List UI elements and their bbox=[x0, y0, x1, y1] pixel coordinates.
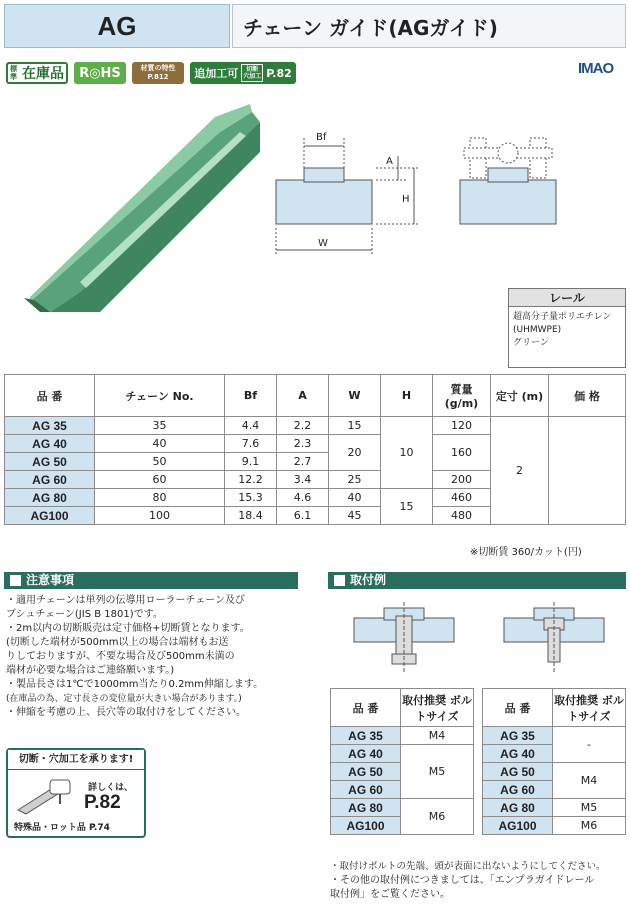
material-badge bbox=[132, 62, 184, 84]
caution-line: ブシュチェーン(JIS B 1801)です。 bbox=[6, 609, 163, 620]
mount-notes bbox=[330, 860, 626, 902]
mount-example-diagram-2 bbox=[500, 598, 610, 678]
header-bolt: 取付推奨 ボルトサイズ bbox=[553, 689, 626, 727]
table-row bbox=[483, 799, 626, 817]
row-a: 2.3 bbox=[277, 435, 329, 453]
row-code: AG 50 bbox=[483, 763, 553, 781]
cut-service-page: P.82 bbox=[84, 792, 121, 813]
caution-line: ・伸縮を考慮の上、長穴等の取付けをしてください。 bbox=[6, 707, 246, 718]
row-a: 2.2 bbox=[277, 417, 329, 435]
mount-bolt-table-1 bbox=[330, 688, 474, 835]
caution-section-title: 注意事項 bbox=[4, 572, 298, 589]
cut-service-title: 切断・穴加工を承ります! bbox=[8, 750, 144, 770]
spec-table bbox=[4, 374, 626, 525]
label-a: A bbox=[386, 156, 393, 167]
table-row bbox=[331, 745, 474, 763]
chain-fit-diagram bbox=[456, 128, 566, 228]
mount-note-line: ・取付けボルトの先端、頭が表面に出ないようにしてください。 bbox=[330, 861, 606, 872]
cut-service-box bbox=[6, 748, 146, 838]
row-a: 6.1 bbox=[277, 507, 329, 525]
mount-bolt-table-2 bbox=[482, 688, 626, 835]
rohs-badge: R◎HS bbox=[74, 62, 126, 84]
rail-material-line: 超高分子量ポリエチレン bbox=[513, 312, 612, 322]
row-a: 4.6 bbox=[277, 489, 329, 507]
mount-example-diagram-1 bbox=[350, 598, 460, 678]
row-bf: 15.3 bbox=[225, 489, 277, 507]
see-details-label: 詳しくは、 bbox=[88, 783, 134, 793]
header-w: W bbox=[329, 375, 381, 417]
table-row bbox=[331, 727, 474, 745]
row-code: AG 80 bbox=[5, 489, 95, 507]
header-a: A bbox=[277, 375, 329, 417]
header-bf: Bf bbox=[225, 375, 277, 417]
w-value-merged: 20 bbox=[329, 435, 381, 471]
row-code: AG 35 bbox=[331, 727, 401, 745]
caution-line: ・製品長さは1℃で1000mm当たり0.2mm伸縮します。 bbox=[6, 679, 264, 690]
bolt-size: M5 bbox=[401, 745, 474, 799]
rail-material-box bbox=[508, 288, 626, 368]
bolt-size: M4 bbox=[553, 763, 626, 799]
row-code: AG 35 bbox=[5, 417, 95, 435]
row-w: 15 bbox=[329, 417, 381, 435]
table-row bbox=[5, 417, 626, 435]
row-code: AG 50 bbox=[5, 453, 95, 471]
caution-text bbox=[6, 594, 302, 720]
table-row bbox=[331, 799, 474, 817]
row-chain: 100 bbox=[95, 507, 225, 525]
row-bf: 9.1 bbox=[225, 453, 277, 471]
header-code: 品 番 bbox=[483, 689, 553, 727]
row-code: AG 80 bbox=[483, 799, 553, 817]
product-title: チェーン ガイド(AGガイド) bbox=[232, 4, 626, 48]
row-bf: 18.4 bbox=[225, 507, 277, 525]
special-product-note: 特殊品・ロット品 P.74 bbox=[14, 823, 110, 833]
row-mass: 120 bbox=[433, 417, 491, 435]
row-code: AG100 bbox=[5, 507, 95, 525]
header-length: 定寸 (m) bbox=[491, 375, 549, 417]
row-w: 45 bbox=[329, 507, 381, 525]
header-price: 価 格 bbox=[549, 375, 626, 417]
row-code: AG 60 bbox=[483, 781, 553, 799]
row-code: AG 40 bbox=[5, 435, 95, 453]
bolt-size: M5 bbox=[553, 799, 626, 817]
caution-line: (在庫品の為、定寸長さの変位量が大きい場合があります。) bbox=[6, 694, 242, 704]
additional-work-page: P.82 bbox=[266, 66, 292, 80]
additional-work-badge bbox=[190, 62, 296, 84]
row-chain: 35 bbox=[95, 417, 225, 435]
standard-length: 2 bbox=[491, 417, 549, 525]
row-code: AG 40 bbox=[483, 745, 553, 763]
row-mass: 460 bbox=[433, 489, 491, 507]
bolt-size: - bbox=[553, 727, 626, 763]
row-code: AG 60 bbox=[5, 471, 95, 489]
mount-note-line: 取付例」をご覧ください。 bbox=[330, 889, 450, 900]
row-bf: 7.6 bbox=[225, 435, 277, 453]
rail-material-line: (UHMWPE) bbox=[513, 325, 562, 335]
row-w: 40 bbox=[329, 489, 381, 507]
row-chain: 80 bbox=[95, 489, 225, 507]
header-code: 品 番 bbox=[331, 689, 401, 727]
caution-line: 端材が必要な場合はご連絡願います。) bbox=[6, 665, 175, 676]
header-chain: チェーン No. bbox=[95, 375, 225, 417]
row-code: AG 40 bbox=[331, 745, 401, 763]
row-code: AG100 bbox=[331, 817, 401, 835]
price-cell bbox=[549, 417, 626, 525]
mount-note-line: ・その他の取付例につきましては、「エンプラガイドレール bbox=[330, 875, 595, 886]
table-row bbox=[483, 727, 626, 745]
row-w: 25 bbox=[329, 471, 381, 489]
table-row bbox=[483, 763, 626, 781]
row-mass: 200 bbox=[433, 471, 491, 489]
bolt-size: M4 bbox=[401, 727, 474, 745]
row-chain: 40 bbox=[95, 435, 225, 453]
cross-section-diagram bbox=[268, 128, 448, 268]
row-code: AG 60 bbox=[331, 781, 401, 799]
row-code: AG 50 bbox=[331, 763, 401, 781]
rail-body bbox=[509, 307, 625, 354]
row-mass: 480 bbox=[433, 507, 491, 525]
product-code-header: AG bbox=[4, 4, 230, 48]
header-bolt: 取付推奨 ボルトサイズ bbox=[401, 689, 474, 727]
caution-line: (切断した端材が500mm以上の場合は端材もお送 bbox=[6, 637, 229, 648]
row-code: AG100 bbox=[483, 817, 553, 835]
h-value-small: 10 bbox=[381, 417, 433, 489]
row-bf: 4.4 bbox=[225, 417, 277, 435]
row-a: 2.7 bbox=[277, 453, 329, 471]
material-badge-line2: P.812 bbox=[147, 73, 169, 81]
bolt-size: M6 bbox=[553, 817, 626, 835]
rail-material-line: グリーン bbox=[513, 338, 549, 348]
cutting-tool-icon bbox=[16, 776, 80, 816]
row-chain: 50 bbox=[95, 453, 225, 471]
mass-value-merged: 160 bbox=[433, 435, 491, 471]
caution-line: りしておりますが、不要な場合及び500mm未満の bbox=[6, 651, 235, 662]
label-bf: Bf bbox=[316, 132, 327, 143]
row-chain: 60 bbox=[95, 471, 225, 489]
rail-title: レール bbox=[509, 289, 625, 307]
label-h: H bbox=[402, 194, 410, 205]
row-bf: 12.2 bbox=[225, 471, 277, 489]
h-value-large: 15 bbox=[381, 489, 433, 525]
imao-logo: IMAO bbox=[578, 60, 614, 77]
header-h: H bbox=[381, 375, 433, 417]
cut-fee-note: ※切断賃 360/カット(円) bbox=[470, 547, 582, 558]
product-image bbox=[20, 92, 260, 312]
caution-line: ・適用チェーンは単列の伝導用ローラーチェーン及び bbox=[6, 595, 245, 606]
header-code: 品 番 bbox=[5, 375, 95, 417]
cut-hole-label: 切断 穴加工 bbox=[243, 66, 262, 80]
bolt-size: M6 bbox=[401, 799, 474, 835]
additional-work-label: 追加工可 bbox=[194, 67, 239, 80]
caution-line: ・2m以内の切断販売は定寸価格+切断賃となります。 bbox=[6, 623, 250, 634]
row-a: 3.4 bbox=[277, 471, 329, 489]
stock-badge bbox=[6, 62, 68, 84]
table-row bbox=[483, 817, 626, 835]
stock-badge-label: 在庫品 bbox=[22, 66, 64, 82]
material-badge-line1: 材質の特性 bbox=[140, 64, 176, 72]
label-w: W bbox=[318, 238, 328, 249]
row-code: AG 80 bbox=[331, 799, 401, 817]
mount-section-title: 取付例 bbox=[328, 572, 626, 589]
header-mass: 質量 (g/m) bbox=[433, 375, 491, 417]
stock-badge-small: 標準 bbox=[10, 65, 17, 81]
row-code: AG 35 bbox=[483, 727, 553, 745]
